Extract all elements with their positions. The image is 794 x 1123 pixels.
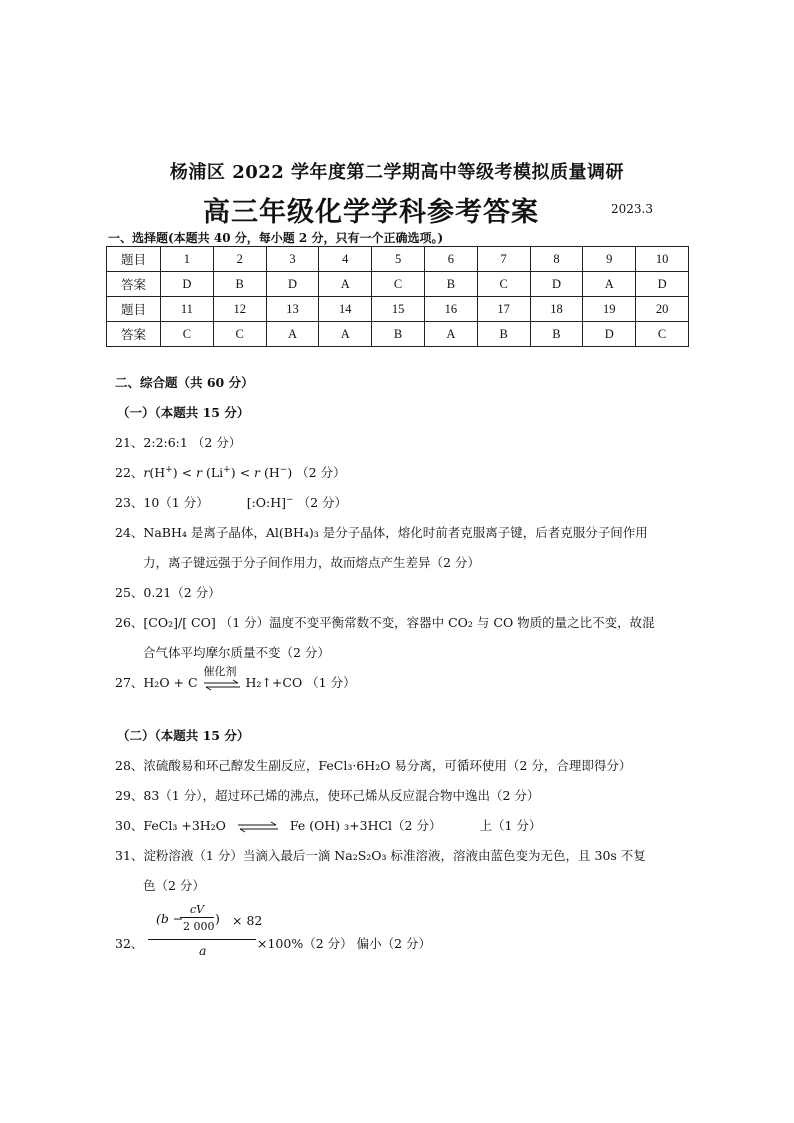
charge: + <box>223 465 231 475</box>
table-cell: B <box>424 272 477 297</box>
table-cell: 20 <box>636 297 689 322</box>
row-label: 答案 <box>107 272 161 297</box>
score: （2 分） <box>297 495 348 510</box>
answer-32-tail: ×100%（2 分） 偏小（2 分） <box>257 936 432 951</box>
table-cell: C <box>161 322 214 347</box>
document-subtitle: 高三年级化学学科参考答案 <box>203 197 539 228</box>
answer-table <box>106 246 689 347</box>
fraction-paren: ) <box>215 911 220 926</box>
table-cell: B <box>530 322 583 347</box>
equation-left: 27、H₂O + C <box>115 675 198 690</box>
table-cell: D <box>530 272 583 297</box>
table-cell: 18 <box>530 297 583 322</box>
radius-symbol: r <box>254 465 261 480</box>
table-cell: A <box>424 322 477 347</box>
answer-text: 上（1 分） <box>479 818 542 833</box>
table-row <box>107 272 689 297</box>
table-cell: 11 <box>161 297 214 322</box>
table-cell: 10 <box>636 247 689 272</box>
table-cell: B <box>213 272 266 297</box>
reversible-arrow-icon <box>236 821 280 833</box>
table-cell: 3 <box>266 247 319 272</box>
charge: − <box>279 465 288 475</box>
equation-right: Fe (OH) ₃+3HCl（2 分） <box>289 818 442 833</box>
table-cell: D <box>636 272 689 297</box>
answer-text: 23、10（1 分） <box>115 495 209 510</box>
row-label: 答案 <box>107 322 161 347</box>
charge: − <box>286 495 294 505</box>
formula-part: (Li <box>202 465 224 480</box>
row-label: 题目 <box>107 247 161 272</box>
answer-28: 28、浓硫酸易和环己醇发生副反应，FeCl₃·6H₂O 易分离，可循环使用（2 分，合理即得分） <box>115 758 632 773</box>
table-row <box>107 322 689 347</box>
question-32-number: 32、 <box>115 936 144 951</box>
table-cell: 16 <box>424 297 477 322</box>
part2-heading: （二）（本题共 15 分） <box>117 728 250 743</box>
table-cell: 19 <box>583 297 636 322</box>
answer-26-line2: 合气体平均摩尔质量不变（2 分） <box>143 645 330 660</box>
table-cell: C <box>213 322 266 347</box>
fraction-cv: cV <box>190 903 205 916</box>
reversible-arrow-icon <box>202 664 242 691</box>
table-cell: C <box>477 272 530 297</box>
table-cell: B <box>477 322 530 347</box>
radius-symbol: r <box>196 465 203 480</box>
table-cell: B <box>372 322 425 347</box>
fraction-b: (b − <box>156 911 184 926</box>
table-row <box>107 247 689 272</box>
fraction-a: a <box>199 943 207 958</box>
answer-25: 25、0.21（2 分） <box>115 585 221 600</box>
table-cell: 6 <box>424 247 477 272</box>
table-cell: 1 <box>161 247 214 272</box>
formula-part: ) < <box>230 465 255 480</box>
catalyst-label: 催化剂 <box>203 664 237 678</box>
equation-left: 30、FeCl₃ +3H₂O <box>115 818 226 833</box>
table-cell: 8 <box>530 247 583 272</box>
question-number: 22、 <box>115 465 144 480</box>
section1-heading: 一、选择题(本题共 40 分，每小题 2 分，只有一个正确选项。) <box>108 231 444 245</box>
section2-heading: 二、综合题（共 60 分） <box>115 375 254 390</box>
answer-21: 21、2:2:6:1 （2 分） <box>115 435 242 450</box>
row-label: 题目 <box>107 297 161 322</box>
answer-23 <box>115 493 347 511</box>
answer-26-line1: 26、[CO₂]/[ CO] （1 分）温度不变平衡常数不变，容器中 CO₂ 与 CO 物质的量之比不变，故混 <box>115 615 655 630</box>
table-cell: 9 <box>583 247 636 272</box>
table-cell: 15 <box>372 297 425 322</box>
answer-31-line2: 色（2 分） <box>143 878 205 893</box>
table-cell: D <box>266 272 319 297</box>
formula-part: ) （2 分） <box>287 465 346 480</box>
answer-29: 29、83（1 分），超过环己烯的沸点，使环己烯从反应混合物中逸出（2 分） <box>115 788 540 803</box>
answer-30 <box>115 816 541 834</box>
table-cell: 13 <box>266 297 319 322</box>
table-cell: 2 <box>213 247 266 272</box>
table-cell: C <box>636 322 689 347</box>
table-cell: D <box>161 272 214 297</box>
document-date: 2023.3 <box>611 202 653 216</box>
main-fraction-bar <box>148 939 256 940</box>
answer-24-line1: 24、NaBH₄ 是离子晶体，Al(BH₄)₃ 是分子晶体，熔化时前者克服离子键，后者克服分子间作用 <box>115 525 648 540</box>
part1-heading: （一）（本题共 15 分） <box>117 405 250 420</box>
inner-fraction-bar <box>180 917 214 918</box>
table-cell: D <box>583 322 636 347</box>
table-cell: A <box>583 272 636 297</box>
table-cell: 12 <box>213 297 266 322</box>
table-cell: C <box>372 272 425 297</box>
document-title: 杨浦区 2022 学年度第二学期高中等级考模拟质量调研 <box>169 162 625 183</box>
table-cell: 14 <box>319 297 372 322</box>
table-cell: 17 <box>477 297 530 322</box>
answer-31-line1: 31、淀粉溶液（1 分）当滴入最后一滴 Na₂S₂O₃ 标准溶液，溶液由蓝色变为无色，且 30s 不复 <box>115 848 646 863</box>
table-cell: 5 <box>372 247 425 272</box>
fraction-times-82: × 82 <box>232 913 263 928</box>
table-row <box>107 297 689 322</box>
electron-formula: [:O:H] <box>246 495 287 510</box>
answer-22 <box>115 463 346 481</box>
formula-part: (H <box>260 465 280 480</box>
formula-part: (H <box>149 465 166 480</box>
formula-part: ) < <box>172 465 197 480</box>
table-cell: 7 <box>477 247 530 272</box>
answer-27 <box>115 664 356 691</box>
radius-symbol: r <box>143 465 150 480</box>
table-cell: 4 <box>319 247 372 272</box>
table-cell: A <box>266 322 319 347</box>
charge: + <box>165 465 173 475</box>
table-cell: A <box>319 322 372 347</box>
fraction-2000: 2 000 <box>183 920 215 933</box>
table-cell: A <box>319 272 372 297</box>
answer-24-line2: 力，离子键远强于分子间作用力，故而熔点产生差异（2 分） <box>143 555 480 570</box>
equation-right: H₂↑+CO （1 分） <box>245 675 356 690</box>
